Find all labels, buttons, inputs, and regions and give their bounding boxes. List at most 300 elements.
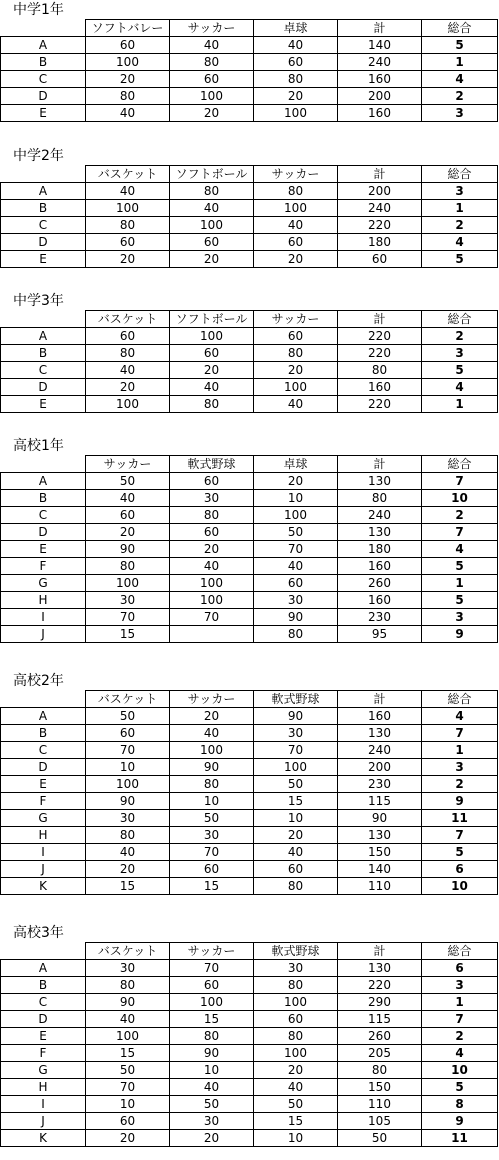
row-label[interactable]: J xyxy=(1,626,86,643)
total-cell[interactable]: 220 xyxy=(338,217,422,234)
total-cell[interactable]: 160 xyxy=(338,558,422,575)
score-cell[interactable]: 100 xyxy=(254,507,338,524)
score-cell[interactable]: 40 xyxy=(254,1079,338,1096)
table-row xyxy=(1,71,498,88)
score-cell[interactable]: 90 xyxy=(86,994,170,1011)
row-label[interactable]: I xyxy=(1,609,86,626)
table-row xyxy=(1,742,498,759)
row-label[interactable]: I xyxy=(1,844,86,861)
table-row xyxy=(1,1096,498,1113)
score-cell[interactable]: 60 xyxy=(86,37,170,54)
score-cell[interactable]: 90 xyxy=(170,1045,254,1062)
row-label[interactable]: K xyxy=(1,1130,86,1147)
table-row xyxy=(1,827,498,844)
total-cell[interactable]: 160 xyxy=(338,71,422,88)
score-cell[interactable]: 50 xyxy=(254,776,338,793)
score-cell[interactable]: 20 xyxy=(86,861,170,878)
score-cell[interactable]: 50 xyxy=(170,1096,254,1113)
score-cell[interactable]: 70 xyxy=(170,844,254,861)
total-cell[interactable]: 200 xyxy=(338,183,422,200)
score-cell[interactable]: 40 xyxy=(254,558,338,575)
total-cell[interactable]: 110 xyxy=(338,1096,422,1113)
rank-cell[interactable]: 2 xyxy=(422,217,498,234)
score-cell[interactable]: 60 xyxy=(254,234,338,251)
column-header: バスケット xyxy=(86,943,170,960)
total-cell[interactable]: 180 xyxy=(338,234,422,251)
score-cell[interactable]: 50 xyxy=(170,810,254,827)
score-cell[interactable]: 80 xyxy=(170,183,254,200)
score-cell[interactable]: 40 xyxy=(170,558,254,575)
score-cell[interactable]: 60 xyxy=(170,345,254,362)
rank-cell[interactable]: 6 xyxy=(422,960,498,977)
score-cell[interactable]: 80 xyxy=(254,1028,338,1045)
score-cell[interactable]: 20 xyxy=(86,1130,170,1147)
rank-cell[interactable]: 5 xyxy=(422,1079,498,1096)
row-label[interactable]: B xyxy=(1,490,86,507)
rank-cell[interactable]: 10 xyxy=(422,490,498,507)
row-label[interactable]: A xyxy=(1,37,86,54)
row-label[interactable]: G xyxy=(1,810,86,827)
score-cell[interactable]: 60 xyxy=(170,71,254,88)
score-cell[interactable]: 20 xyxy=(254,251,338,268)
score-cell[interactable]: 60 xyxy=(254,1011,338,1028)
score-cell[interactable]: 40 xyxy=(254,37,338,54)
total-cell[interactable]: 160 xyxy=(338,379,422,396)
score-cell[interactable]: 60 xyxy=(86,234,170,251)
table-row xyxy=(1,105,498,122)
total-cell[interactable]: 260 xyxy=(338,575,422,592)
total-cell[interactable]: 240 xyxy=(338,54,422,71)
score-cell[interactable]: 40 xyxy=(86,1011,170,1028)
score-cell[interactable]: 80 xyxy=(254,878,338,895)
total-cell[interactable]: 160 xyxy=(338,592,422,609)
score-cell[interactable]: 60 xyxy=(86,725,170,742)
total-cell[interactable]: 115 xyxy=(338,793,422,810)
score-cell[interactable]: 30 xyxy=(254,960,338,977)
table-row xyxy=(1,575,498,592)
table-row xyxy=(1,507,498,524)
score-cell[interactable]: 70 xyxy=(170,609,254,626)
rank-cell[interactable]: 9 xyxy=(422,1113,498,1130)
score-cell[interactable]: 15 xyxy=(254,793,338,810)
row-label[interactable]: E xyxy=(1,541,86,558)
score-cell[interactable]: 20 xyxy=(170,708,254,725)
score-cell[interactable]: 90 xyxy=(254,609,338,626)
row-label[interactable]: C xyxy=(1,71,86,88)
score-cell[interactable]: 10 xyxy=(170,793,254,810)
rank-cell[interactable]: 3 xyxy=(422,977,498,994)
total-cell[interactable]: 60 xyxy=(338,251,422,268)
rank-cell[interactable]: 6 xyxy=(422,861,498,878)
total-cell[interactable]: 115 xyxy=(338,1011,422,1028)
score-cell[interactable]: 60 xyxy=(86,328,170,345)
corner-cell xyxy=(1,943,86,960)
rank-cell[interactable]: 10 xyxy=(422,1062,498,1079)
rank-cell[interactable]: 5 xyxy=(422,558,498,575)
score-cell[interactable]: 80 xyxy=(170,396,254,413)
row-label[interactable]: A xyxy=(1,473,86,490)
score-cell[interactable]: 40 xyxy=(170,200,254,217)
score-cell[interactable]: 30 xyxy=(254,725,338,742)
rank-cell[interactable]: 3 xyxy=(422,105,498,122)
score-cell[interactable]: 20 xyxy=(170,541,254,558)
score-cell[interactable]: 100 xyxy=(170,592,254,609)
rank-cell[interactable]: 7 xyxy=(422,725,498,742)
score-cell[interactable]: 100 xyxy=(170,88,254,105)
rank-cell[interactable]: 4 xyxy=(422,379,498,396)
score-cell[interactable]: 60 xyxy=(254,861,338,878)
total-cell[interactable]: 290 xyxy=(338,994,422,1011)
score-cell[interactable]: 40 xyxy=(86,490,170,507)
score-cell[interactable]: 80 xyxy=(86,827,170,844)
row-label[interactable]: C xyxy=(1,507,86,524)
score-cell[interactable]: 80 xyxy=(170,54,254,71)
score-cell[interactable]: 15 xyxy=(254,1113,338,1130)
row-label[interactable]: D xyxy=(1,759,86,776)
score-cell[interactable]: 100 xyxy=(170,994,254,1011)
total-cell[interactable]: 80 xyxy=(338,362,422,379)
score-cell[interactable]: 30 xyxy=(86,960,170,977)
score-cell[interactable]: 40 xyxy=(86,105,170,122)
score-cell[interactable]: 90 xyxy=(254,708,338,725)
score-cell[interactable]: 60 xyxy=(170,977,254,994)
rank-cell[interactable]: 7 xyxy=(422,827,498,844)
score-cell[interactable]: 90 xyxy=(86,793,170,810)
rank-cell[interactable]: 9 xyxy=(422,793,498,810)
score-cell[interactable]: 80 xyxy=(170,1028,254,1045)
score-cell[interactable]: 10 xyxy=(170,1062,254,1079)
rank-cell[interactable]: 7 xyxy=(422,473,498,490)
score-cell[interactable]: 80 xyxy=(86,345,170,362)
score-cell[interactable]: 30 xyxy=(170,1113,254,1130)
rank-cell[interactable]: 1 xyxy=(422,200,498,217)
score-cell[interactable]: 60 xyxy=(254,328,338,345)
score-cell[interactable]: 100 xyxy=(86,1028,170,1045)
row-label[interactable]: C xyxy=(1,362,86,379)
total-cell[interactable]: 200 xyxy=(338,759,422,776)
score-cell[interactable]: 70 xyxy=(86,609,170,626)
row-label[interactable]: D xyxy=(1,379,86,396)
row-label[interactable]: B xyxy=(1,977,86,994)
score-cell[interactable]: 40 xyxy=(170,379,254,396)
rank-cell[interactable]: 4 xyxy=(422,708,498,725)
score-cell[interactable]: 50 xyxy=(86,1062,170,1079)
total-cell[interactable]: 200 xyxy=(338,88,422,105)
score-cell[interactable]: 40 xyxy=(254,844,338,861)
score-cell[interactable]: 20 xyxy=(254,88,338,105)
total-cell[interactable]: 80 xyxy=(338,1062,422,1079)
rank-cell[interactable]: 5 xyxy=(422,844,498,861)
rank-cell[interactable]: 8 xyxy=(422,1096,498,1113)
score-cell[interactable]: 20 xyxy=(170,105,254,122)
score-cell[interactable]: 20 xyxy=(86,379,170,396)
table-row xyxy=(1,251,498,268)
row-label[interactable]: D xyxy=(1,88,86,105)
score-cell[interactable]: 50 xyxy=(86,708,170,725)
total-cell[interactable]: 130 xyxy=(338,960,422,977)
rank-cell[interactable]: 2 xyxy=(422,507,498,524)
row-label[interactable]: F xyxy=(1,793,86,810)
score-cell[interactable]: 40 xyxy=(170,725,254,742)
score-cell[interactable]: 10 xyxy=(86,1096,170,1113)
score-cell[interactable]: 60 xyxy=(170,861,254,878)
row-label[interactable]: E xyxy=(1,396,86,413)
table-row xyxy=(1,396,498,413)
score-cell[interactable]: 40 xyxy=(86,183,170,200)
rank-cell[interactable]: 10 xyxy=(422,878,498,895)
column-header: 計 xyxy=(338,943,422,960)
score-cell[interactable]: 50 xyxy=(86,473,170,490)
score-cell[interactable]: 60 xyxy=(170,473,254,490)
total-cell[interactable]: 50 xyxy=(338,1130,422,1147)
total-cell[interactable]: 140 xyxy=(338,37,422,54)
score-cell[interactable]: 80 xyxy=(86,977,170,994)
total-cell[interactable]: 90 xyxy=(338,810,422,827)
row-label[interactable]: D xyxy=(1,1011,86,1028)
score-cell[interactable]: 60 xyxy=(170,234,254,251)
score-cell[interactable]: 15 xyxy=(86,878,170,895)
total-cell[interactable]: 130 xyxy=(338,827,422,844)
score-cell[interactable]: 20 xyxy=(254,827,338,844)
row-label[interactable]: B xyxy=(1,725,86,742)
score-cell[interactable]: 100 xyxy=(86,200,170,217)
score-cell[interactable]: 20 xyxy=(170,251,254,268)
score-cell[interactable]: 40 xyxy=(170,1079,254,1096)
rank-cell[interactable]: 2 xyxy=(422,88,498,105)
total-cell[interactable]: 160 xyxy=(338,708,422,725)
score-cell[interactable]: 20 xyxy=(254,362,338,379)
rank-cell[interactable]: 11 xyxy=(422,1130,498,1147)
total-cell[interactable]: 230 xyxy=(338,776,422,793)
row-label[interactable]: D xyxy=(1,524,86,541)
header-row xyxy=(1,166,498,183)
score-cell[interactable]: 30 xyxy=(86,592,170,609)
score-cell[interactable]: 80 xyxy=(254,183,338,200)
total-cell[interactable]: 160 xyxy=(338,105,422,122)
score-cell[interactable]: 80 xyxy=(86,88,170,105)
score-cell[interactable]: 100 xyxy=(254,759,338,776)
score-cell[interactable]: 15 xyxy=(170,878,254,895)
row-label[interactable]: B xyxy=(1,54,86,71)
row-label[interactable]: E xyxy=(1,251,86,268)
rank-cell[interactable]: 4 xyxy=(422,541,498,558)
row-label[interactable]: K xyxy=(1,878,86,895)
score-cell[interactable]: 100 xyxy=(254,200,338,217)
total-cell[interactable]: 220 xyxy=(338,328,422,345)
rank-cell[interactable]: 1 xyxy=(422,54,498,71)
score-cell[interactable]: 60 xyxy=(170,524,254,541)
score-cell[interactable]: 30 xyxy=(170,490,254,507)
rank-cell[interactable]: 1 xyxy=(422,994,498,1011)
score-cell[interactable]: 100 xyxy=(86,776,170,793)
score-cell[interactable]: 30 xyxy=(86,810,170,827)
score-cell[interactable]: 10 xyxy=(254,490,338,507)
column-header: 総合 xyxy=(422,311,498,328)
rank-cell[interactable]: 5 xyxy=(422,251,498,268)
total-cell[interactable]: 220 xyxy=(338,396,422,413)
rank-cell[interactable]: 4 xyxy=(422,1045,498,1062)
total-cell[interactable]: 130 xyxy=(338,473,422,490)
total-cell[interactable]: 150 xyxy=(338,844,422,861)
rank-cell[interactable]: 1 xyxy=(422,396,498,413)
score-cell[interactable]: 15 xyxy=(86,626,170,643)
score-cell[interactable]: 80 xyxy=(254,977,338,994)
score-cell[interactable] xyxy=(170,626,254,643)
row-label[interactable]: G xyxy=(1,1062,86,1079)
row-label[interactable]: J xyxy=(1,861,86,878)
total-cell[interactable]: 220 xyxy=(338,977,422,994)
score-cell[interactable]: 80 xyxy=(254,71,338,88)
rank-cell[interactable]: 5 xyxy=(422,592,498,609)
score-cell[interactable]: 40 xyxy=(254,217,338,234)
row-label[interactable]: C xyxy=(1,742,86,759)
score-cell[interactable]: 20 xyxy=(86,71,170,88)
score-cell[interactable]: 100 xyxy=(170,575,254,592)
total-cell[interactable]: 150 xyxy=(338,1079,422,1096)
score-cell[interactable]: 60 xyxy=(254,54,338,71)
rank-cell[interactable]: 1 xyxy=(422,575,498,592)
score-cell[interactable]: 20 xyxy=(86,524,170,541)
score-cell[interactable]: 30 xyxy=(254,592,338,609)
rank-cell[interactable]: 9 xyxy=(422,626,498,643)
row-label[interactable]: B xyxy=(1,200,86,217)
total-cell[interactable]: 240 xyxy=(338,742,422,759)
rank-cell[interactable]: 5 xyxy=(422,37,498,54)
table-row xyxy=(1,759,498,776)
row-label[interactable]: A xyxy=(1,328,86,345)
score-cell[interactable]: 60 xyxy=(86,507,170,524)
row-label[interactable]: E xyxy=(1,105,86,122)
score-cell[interactable]: 80 xyxy=(86,217,170,234)
score-cell[interactable]: 100 xyxy=(86,396,170,413)
total-cell[interactable]: 80 xyxy=(338,490,422,507)
score-cell[interactable]: 40 xyxy=(170,37,254,54)
row-label[interactable]: E xyxy=(1,1028,86,1045)
total-cell[interactable]: 95 xyxy=(338,626,422,643)
score-table xyxy=(0,942,498,1147)
score-cell[interactable]: 100 xyxy=(254,994,338,1011)
score-cell[interactable]: 80 xyxy=(86,558,170,575)
rank-cell[interactable]: 3 xyxy=(422,759,498,776)
score-cell[interactable]: 100 xyxy=(170,328,254,345)
rank-cell[interactable]: 2 xyxy=(422,1028,498,1045)
rank-cell[interactable]: 4 xyxy=(422,71,498,88)
row-label[interactable]: B xyxy=(1,345,86,362)
total-cell[interactable]: 240 xyxy=(338,507,422,524)
rank-cell[interactable]: 3 xyxy=(422,183,498,200)
score-cell[interactable]: 70 xyxy=(86,742,170,759)
rank-cell[interactable]: 7 xyxy=(422,1011,498,1028)
score-cell[interactable]: 10 xyxy=(254,1130,338,1147)
column-header: 計 xyxy=(338,456,422,473)
score-cell[interactable]: 70 xyxy=(254,742,338,759)
score-cell[interactable]: 15 xyxy=(170,1011,254,1028)
score-cell[interactable]: 60 xyxy=(86,1113,170,1130)
total-cell[interactable]: 240 xyxy=(338,200,422,217)
total-cell[interactable]: 220 xyxy=(338,345,422,362)
score-cell[interactable]: 80 xyxy=(254,345,338,362)
score-cell[interactable]: 100 xyxy=(254,379,338,396)
total-cell[interactable]: 110 xyxy=(338,878,422,895)
score-cell[interactable]: 40 xyxy=(254,396,338,413)
score-cell[interactable]: 80 xyxy=(254,626,338,643)
row-label[interactable]: C xyxy=(1,994,86,1011)
row-label[interactable]: A xyxy=(1,708,86,725)
score-cell[interactable]: 40 xyxy=(86,844,170,861)
score-cell[interactable]: 100 xyxy=(170,742,254,759)
rank-cell[interactable]: 11 xyxy=(422,810,498,827)
rank-cell[interactable]: 3 xyxy=(422,345,498,362)
score-cell[interactable]: 80 xyxy=(170,776,254,793)
row-label[interactable]: H xyxy=(1,592,86,609)
score-cell[interactable]: 70 xyxy=(86,1079,170,1096)
score-cell[interactable]: 20 xyxy=(170,1130,254,1147)
score-cell[interactable]: 90 xyxy=(86,541,170,558)
score-cell[interactable]: 90 xyxy=(170,759,254,776)
score-cell[interactable]: 30 xyxy=(170,827,254,844)
score-cell[interactable]: 100 xyxy=(254,105,338,122)
row-label[interactable]: G xyxy=(1,575,86,592)
total-cell[interactable]: 205 xyxy=(338,1045,422,1062)
score-cell[interactable]: 15 xyxy=(86,1045,170,1062)
score-cell[interactable]: 20 xyxy=(86,251,170,268)
rank-cell[interactable]: 2 xyxy=(422,776,498,793)
score-cell[interactable]: 60 xyxy=(254,575,338,592)
row-label[interactable]: E xyxy=(1,776,86,793)
score-cell[interactable]: 100 xyxy=(170,217,254,234)
row-label[interactable]: H xyxy=(1,1079,86,1096)
row-label[interactable]: J xyxy=(1,1113,86,1130)
score-cell[interactable]: 70 xyxy=(254,541,338,558)
score-cell[interactable]: 70 xyxy=(170,960,254,977)
total-cell[interactable]: 105 xyxy=(338,1113,422,1130)
rank-cell[interactable]: 2 xyxy=(422,328,498,345)
row-label[interactable]: C xyxy=(1,217,86,234)
rank-cell[interactable]: 7 xyxy=(422,524,498,541)
score-cell[interactable]: 50 xyxy=(254,1096,338,1113)
row-label[interactable]: F xyxy=(1,1045,86,1062)
rank-cell[interactable]: 4 xyxy=(422,234,498,251)
row-label[interactable]: A xyxy=(1,183,86,200)
row-label[interactable]: H xyxy=(1,827,86,844)
score-cell[interactable]: 100 xyxy=(86,54,170,71)
score-cell[interactable]: 10 xyxy=(254,810,338,827)
row-label[interactable]: D xyxy=(1,234,86,251)
total-cell[interactable]: 230 xyxy=(338,609,422,626)
score-cell[interactable]: 40 xyxy=(86,362,170,379)
score-cell[interactable]: 20 xyxy=(170,362,254,379)
score-cell[interactable]: 100 xyxy=(254,1045,338,1062)
rank-cell[interactable]: 1 xyxy=(422,742,498,759)
score-cell[interactable]: 80 xyxy=(170,507,254,524)
score-cell[interactable]: 20 xyxy=(254,1062,338,1079)
row-label[interactable]: I xyxy=(1,1096,86,1113)
total-cell[interactable]: 130 xyxy=(338,524,422,541)
total-cell[interactable]: 130 xyxy=(338,725,422,742)
rank-cell[interactable]: 3 xyxy=(422,609,498,626)
row-label[interactable]: F xyxy=(1,558,86,575)
column-header: バスケット xyxy=(86,691,170,708)
rank-cell[interactable]: 5 xyxy=(422,362,498,379)
score-cell[interactable]: 20 xyxy=(254,473,338,490)
total-cell[interactable]: 260 xyxy=(338,1028,422,1045)
score-cell[interactable]: 50 xyxy=(254,524,338,541)
score-cell[interactable]: 10 xyxy=(86,759,170,776)
row-label[interactable]: A xyxy=(1,960,86,977)
total-cell[interactable]: 180 xyxy=(338,541,422,558)
total-cell[interactable]: 140 xyxy=(338,861,422,878)
score-cell[interactable]: 100 xyxy=(86,575,170,592)
